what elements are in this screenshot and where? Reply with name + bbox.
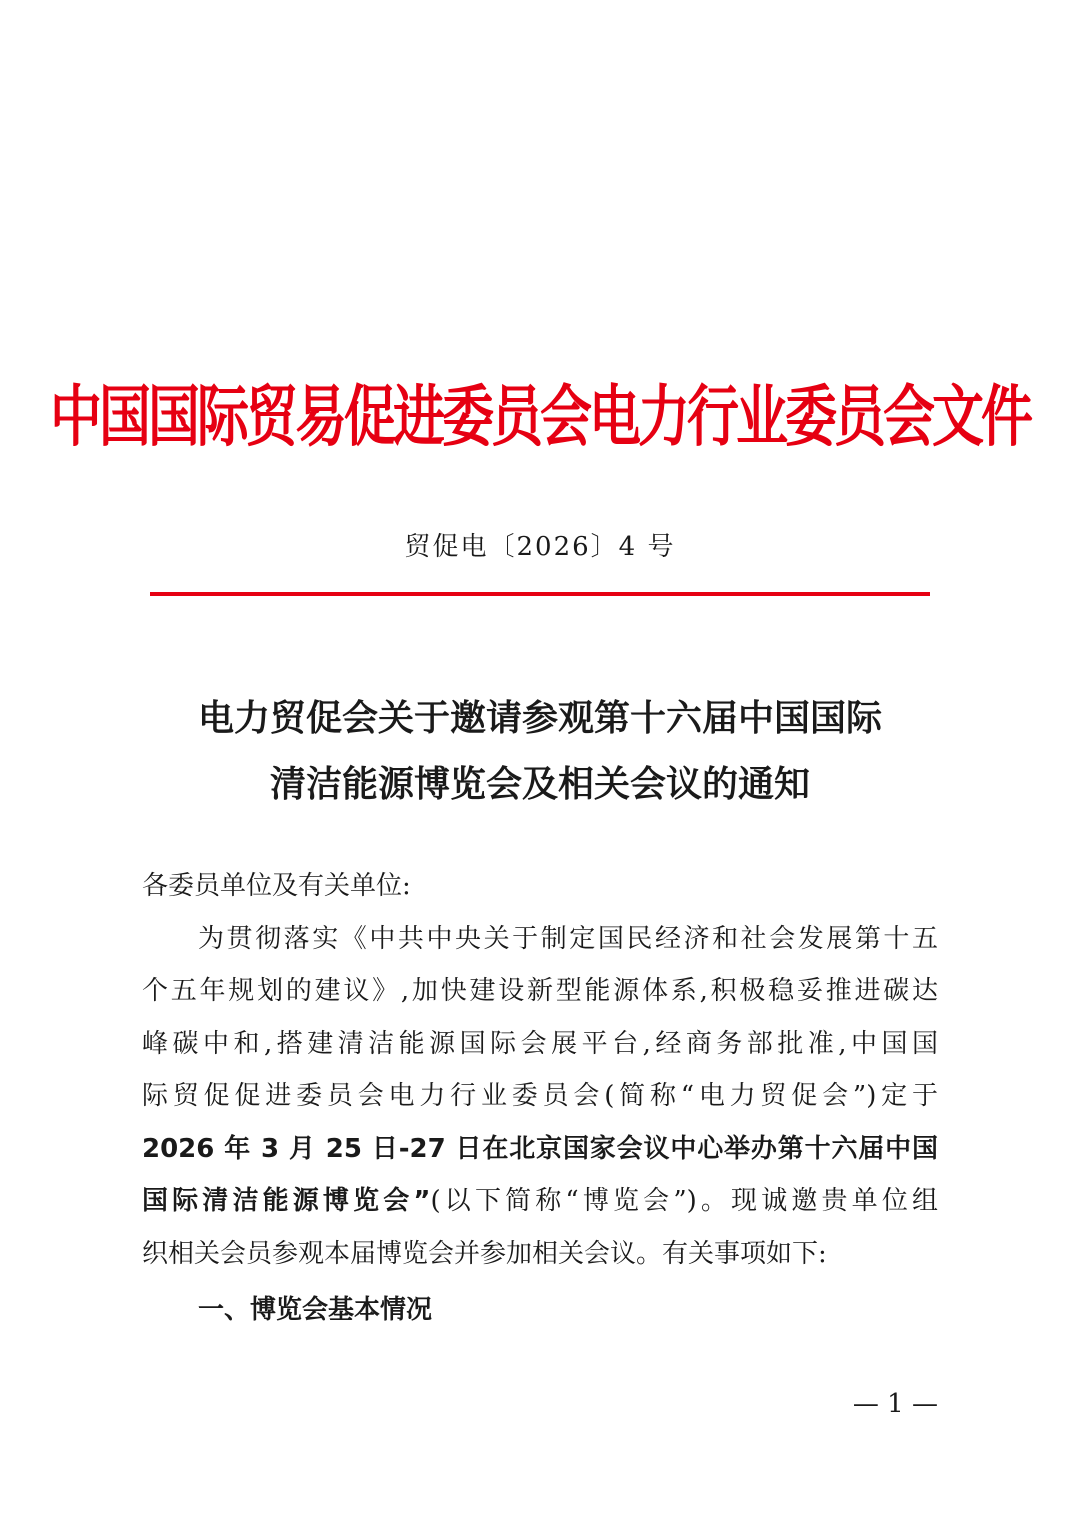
red-divider-rule (150, 592, 930, 596)
paragraph-line-bold: 2026 年 3 月 25 日-27 日在北京国家会议中心举办第十六届中国 (142, 1133, 938, 1164)
paragraph-line-mixed (142, 1175, 938, 1228)
paragraph-line: 峰碳中和,搭建清洁能源国际会展平台,经商务部批准,中国国 (142, 1028, 938, 1059)
page-number: — 1 — (852, 1389, 938, 1419)
paragraph-line: 个五年规划的建议》,加快建设新型能源体系,积极稳妥推进碳达 (142, 976, 938, 1006)
paragraph-1 (142, 913, 938, 1281)
paragraph-line: 织相关会员参观本届博览会并参加相关会议。有关事项如下: (142, 1238, 827, 1269)
org-header-title: 中国国际贸易促进委员会电力行业委员会文件 (49, 377, 1030, 456)
paragraph-line: 际贸促促进委员会电力行业委员会(简称“电力贸促会”)定于 (142, 1081, 938, 1111)
notice-title-line-2: 清洁能源博览会及相关会议的通知 (269, 764, 810, 805)
notice-title-line-1: 电力贸促会关于邀请参观第十六届中国国际 (197, 698, 882, 739)
document-number: 贸促电〔2026〕4 号 (404, 532, 676, 562)
salutation: 各委员单位及有关单位: (142, 871, 411, 901)
paragraph-line: 为贯彻落实《中共中央关于制定国民经济和社会发展第十五 (198, 923, 938, 954)
section-1-heading: 一、博览会基本情况 (198, 1295, 433, 1325)
notice-title (0, 686, 1080, 818)
exhibition-name-bold: 国际清洁能源博览会” (142, 1186, 431, 1216)
paragraph-text: (以下简称“博览会”)。现诚邀贵单位组 (430, 1186, 938, 1216)
notice-body (142, 860, 938, 1337)
